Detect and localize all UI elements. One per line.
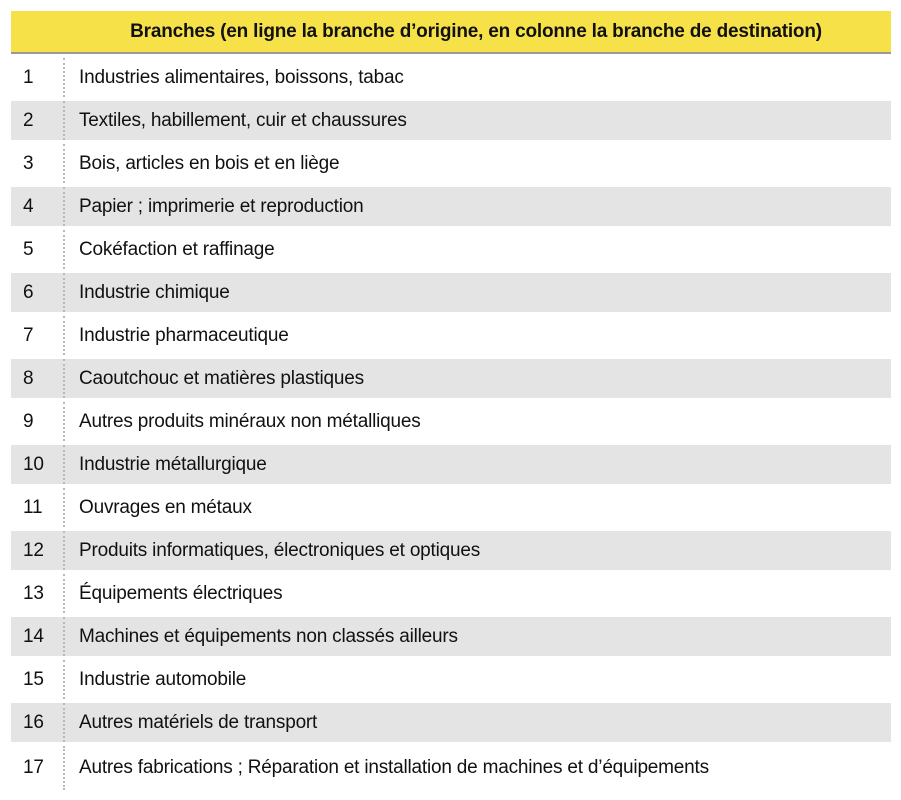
table-row	[11, 402, 891, 441]
table-row	[11, 230, 891, 269]
row-label: Caoutchouc et matières plastiques	[65, 359, 891, 398]
table-row	[11, 746, 891, 790]
row-number: 7	[11, 316, 65, 355]
table-row	[11, 703, 891, 742]
row-number: 10	[11, 445, 65, 484]
branches-table	[11, 11, 891, 794]
row-number: 11	[11, 488, 65, 527]
row-label: Cokéfaction et raffinage	[79, 238, 275, 260]
row-label: Papier ; imprimerie et reproduction	[65, 187, 891, 226]
row-number: 15	[11, 660, 65, 699]
table-row	[11, 316, 891, 355]
table-row	[11, 58, 891, 97]
row-number: 1	[11, 58, 65, 97]
row-label: Équipements électriques	[79, 582, 283, 604]
row-label: Industrie automobile	[79, 668, 247, 690]
row-label: Autres fabrications ; Réparation et installation de machines et d’équipements	[79, 757, 709, 778]
table-row	[11, 531, 891, 570]
table-row	[11, 359, 891, 398]
row-number: 17	[11, 746, 65, 790]
row-number: 8	[11, 359, 65, 398]
table-row	[11, 574, 891, 613]
table-row	[11, 660, 891, 699]
row-number: 14	[11, 617, 65, 656]
row-label: Bois, articles en bois et en liège	[79, 152, 340, 174]
row-number: 13	[11, 574, 65, 613]
row-number: 5	[11, 230, 65, 269]
row-label: Industries alimentaires, boissons, tabac	[79, 66, 404, 88]
row-number: 6	[11, 273, 65, 312]
row-label: Industrie chimique	[65, 273, 891, 312]
row-label: Produits informatiques, électroniques et optiques	[65, 531, 891, 570]
table-header: Branches (en ligne la branche d’origine, en colonne la branche de destination)	[11, 11, 891, 54]
row-label: Machines et équipements non classés ailleurs	[65, 617, 891, 656]
table-row	[11, 273, 891, 312]
row-number: 16	[11, 703, 65, 742]
row-label: Ouvrages en métaux	[79, 496, 252, 518]
row-number: 4	[11, 187, 65, 226]
row-number: 3	[11, 144, 65, 183]
table-body	[11, 58, 891, 790]
row-number: 9	[11, 402, 65, 441]
table-row	[11, 144, 891, 183]
row-label: Industrie pharmaceutique	[79, 324, 289, 346]
row-label: Industrie métallurgique	[65, 445, 891, 484]
row-label: Autres matériels de transport	[65, 703, 891, 742]
table-row	[11, 488, 891, 527]
table-row	[11, 445, 891, 484]
table-row	[11, 101, 891, 140]
row-number: 12	[11, 531, 65, 570]
table-row	[11, 187, 891, 226]
row-number: 2	[11, 101, 65, 140]
row-label: Autres produits minéraux non métalliques	[79, 410, 421, 432]
row-label: Textiles, habillement, cuir et chaussures	[65, 101, 891, 140]
table-row	[11, 617, 891, 656]
